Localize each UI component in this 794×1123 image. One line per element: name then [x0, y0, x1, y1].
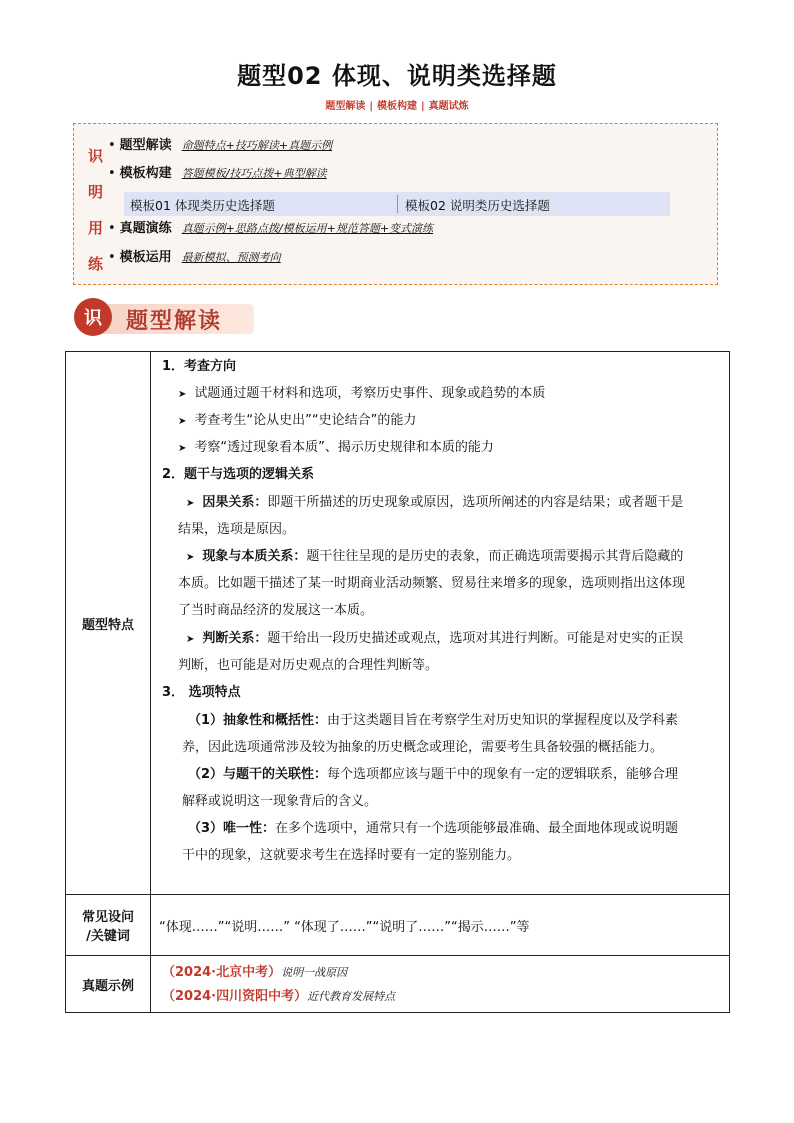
table-row — [66, 352, 730, 895]
paragraph-line: ➤ 现象与本质关系：题干往往呈现的是历史的表象，而正确选项需要揭示其背后隐藏的 — [186, 549, 684, 564]
bullet-icon: • — [108, 166, 116, 181]
subtitle-item: 模板构建 — [377, 101, 417, 112]
nav-desc: 最新模拟、预测考向 — [181, 251, 281, 264]
bullet-icon: • — [108, 221, 116, 236]
side-char: 练 — [88, 255, 104, 273]
navigation-box — [73, 123, 718, 285]
row-header-examples: 真题示例 — [66, 956, 151, 1013]
paragraph-line: 判断，也可能是对历史观点的合理性判断等。 — [178, 658, 439, 673]
arrow-icon: ➤ — [178, 443, 187, 454]
bullet-icon: • — [108, 138, 116, 153]
nav-label: 真题演练 — [119, 221, 172, 236]
example-item[interactable]: （2024·北京中考）说明一战原因 — [162, 965, 348, 980]
paragraph-line: （2）与题干的关联性：每个选项都应该与题干中的现象有一定的逻辑联系，能够合理 — [188, 767, 679, 782]
info-table — [65, 351, 730, 1013]
table-row — [66, 895, 730, 956]
paragraph-line: ➤ 判断关系：题干给出一段历史描述或观点，选项对其进行判断。可能是对史实的正误 — [186, 631, 684, 646]
nav-row-analysis[interactable] — [108, 134, 332, 153]
paragraph-line: 结果，选项是原因。 — [178, 522, 296, 537]
paragraph-line: （1）抽象性和概括性：由于这类题目旨在考察学生对历史知识的掌握程度以及学科素 — [188, 713, 679, 728]
paragraph-line: 了当时商品经济的发展这一本质。 — [178, 603, 374, 618]
nav-desc: 命题特点+技巧解读+真题示例 — [181, 139, 333, 152]
nav-label: 模板运用 — [119, 250, 172, 265]
arrow-icon: ➤ — [186, 634, 195, 645]
nav-row-practice[interactable] — [108, 217, 433, 236]
badge-title: 题型解读 — [126, 309, 223, 334]
example-item[interactable]: （2024·四川资阳中考）近代教育发展特点 — [162, 989, 396, 1004]
section-title: 1．考查方向 — [162, 359, 237, 374]
template-bar — [124, 192, 670, 216]
subtitle-item: 题型解读 — [325, 101, 366, 112]
nav-row-template[interactable] — [108, 162, 327, 181]
features-cell — [151, 352, 730, 895]
list-item: ➤ 考察“透过现象看本质”、揭示历史规律和本质的能力 — [178, 440, 494, 455]
nav-label: 题型解读 — [119, 138, 172, 153]
paragraph-line: ➤ 因果关系：即题干所描述的历史现象或原因，选项所阐述的内容是结果；或者题干是 — [186, 495, 684, 510]
paragraph-line: 解释或说明这一现象背后的含义。 — [182, 794, 378, 809]
list-item: ➤ 考查考生“论从史出”“史论结合”的能力 — [178, 413, 417, 428]
arrow-icon: ➤ — [186, 498, 195, 509]
examples-cell — [151, 956, 730, 1013]
page-title: 题型02 体现、说明类选择题 — [237, 62, 557, 90]
nav-row-application[interactable] — [108, 246, 281, 265]
subtitle-item: 真题试炼 — [428, 101, 469, 112]
paragraph-line: 干中的现象，这就要求考生在选择时要有一定的鉴别能力。 — [182, 848, 521, 863]
arrow-icon: ➤ — [178, 389, 187, 400]
side-char: 用 — [88, 219, 104, 237]
keywords-cell: “体现……”“说明……” “体现了……”“说明了……”“揭示……”等 — [151, 895, 730, 956]
template-link-01[interactable]: 模板01 体现类历史选择题 — [130, 198, 275, 213]
nav-desc: 答题模板/技巧点拨+典型解读 — [181, 167, 327, 180]
section-badge — [74, 298, 254, 338]
divider — [397, 195, 398, 213]
paragraph-line: 养，因此选项通常涉及较为抽象的历史概念或理论，需要考生具备较强的概括能力。 — [182, 740, 664, 755]
list-item: ➤ 试题通过题干材料和选项，考察历史事件、现象或趋势的本质 — [178, 386, 546, 401]
side-characters — [88, 138, 104, 282]
side-char: 识 — [88, 147, 104, 165]
arrow-icon: ➤ — [186, 552, 195, 563]
paragraph-line: （3）唯一性：在多个选项中，通常只有一个选项能够最准确、最全面地体现或说明题 — [188, 821, 679, 836]
row-header-keywords: 常见设问 /关键词 — [66, 895, 151, 956]
template-link-02[interactable]: 模板02 说明类历史选择题 — [405, 198, 550, 213]
nav-desc: 真题示例+思路点拨/模板运用+规范答题+变式演练 — [181, 222, 434, 235]
section-title: 3． 选项特点 — [162, 685, 241, 700]
row-header-features: 题型特点 — [66, 352, 151, 895]
table-row — [66, 956, 730, 1013]
arrow-icon: ➤ — [178, 416, 187, 427]
paragraph-line: 本质。比如题干描述了某一时期商业活动频繁、贸易往来增多的现象，选项则指出这体现 — [178, 576, 686, 591]
subtitle: 题型解读 | 模板构建 | 真题试炼 — [325, 101, 469, 112]
side-char: 明 — [88, 183, 104, 201]
bullet-icon: • — [108, 250, 116, 265]
section-title: 2．题干与选项的逻辑关系 — [162, 467, 315, 482]
nav-label: 模板构建 — [119, 166, 172, 181]
badge-circle-icon: 识 — [74, 298, 112, 336]
